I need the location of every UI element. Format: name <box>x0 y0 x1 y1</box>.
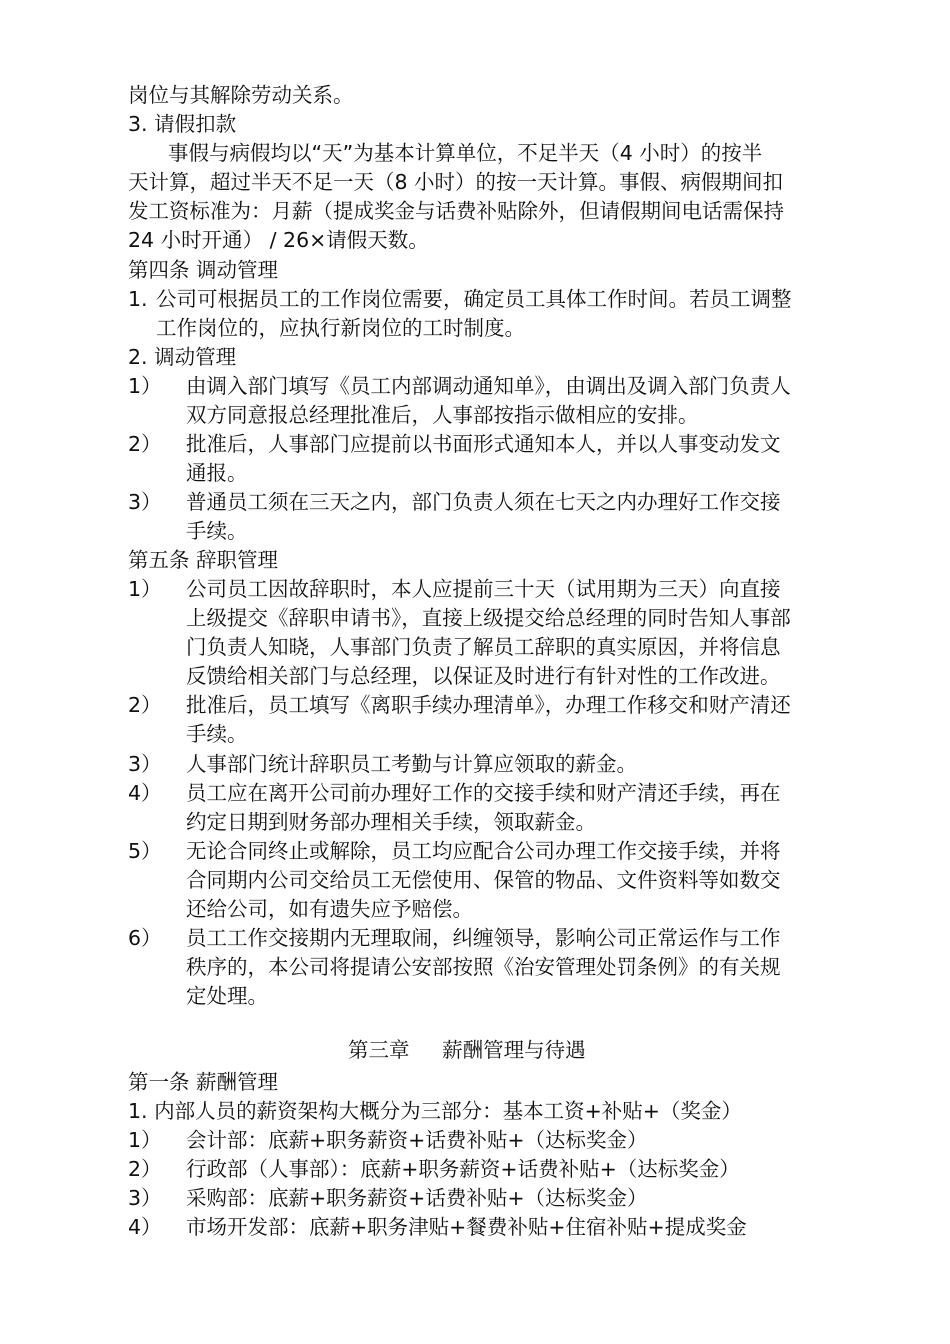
list-number: 2） <box>128 693 162 717</box>
list-item-text: 上级提交《辞职申请书》，直接上级提交给总经理的同时告知人事部 <box>186 606 791 630</box>
list-item-text: 员工工作交接期内无理取闹，纠缠领导，影响公司正常运作与工作 <box>186 926 781 950</box>
list-item-text: 秩序的，本公司将提请公安部按照《治安管理处罚条例》的有关规 <box>186 955 781 979</box>
list-item-text: 会计部：底薪+职务薪资+话费补贴+（达标奖金） <box>186 1128 648 1152</box>
list-number: 2） <box>128 432 162 456</box>
list-item-text: 采购部：底薪+职务薪资+话费补贴+（达标奖金） <box>186 1186 648 1210</box>
text-line: 岗位与其解除劳动关系。 <box>128 83 354 107</box>
section-item-heading: 1. 内部人员的薪资架构大概分为三部分：基本工资+补贴+（奖金） <box>128 1099 742 1123</box>
list-item-text: 公司可根据员工的工作岗位需要，确定员工具体工作时间。若员工调整 <box>156 287 792 311</box>
list-item-text: 定处理。 <box>186 984 268 1008</box>
list-item-text: 普通员工须在三天之内，部门负责人须在七天之内办理好工作交接 <box>186 490 781 514</box>
list-number: 1） <box>128 374 162 398</box>
list-item-text: 行政部（人事部）：底薪+职务薪资+话费补贴+（达标奖金） <box>186 1157 740 1181</box>
paragraph-line: 事假与病假均以“天”为基本计算单位，不足半天（4 小时）的按半 <box>168 141 763 165</box>
paragraph-line: 发工资标准为：月薪（提成奖金与话费补贴除外，但请假期间电话需保持 <box>128 199 784 223</box>
list-item-text: 约定日期到财务部办理相关手续，领取薪金。 <box>186 810 596 834</box>
section-item-heading: 2. 调动管理 <box>128 345 237 369</box>
list-number: 4） <box>128 1215 162 1239</box>
section-item-heading: 3. 请假扣款 <box>128 112 237 136</box>
list-number: 3） <box>128 490 162 514</box>
list-item-text: 反馈给相关部门与总经理，以保证及时进行有针对性的工作改进。 <box>186 664 781 688</box>
list-item-text: 合同期内公司交给员工无偿使用、保管的物品、文件资料等如数交 <box>186 868 781 892</box>
list-item-text: 市场开发部：底薪+职务津贴+餐费补贴+住宿补贴+提成奖金 <box>186 1215 747 1239</box>
list-item-text: 门负责人知晓，人事部门负责了解员工辞职的真实原因，并将信息 <box>186 635 781 659</box>
list-number: 1） <box>128 1128 162 1152</box>
list-number: 4） <box>128 781 162 805</box>
list-item-text: 手续。 <box>186 519 248 543</box>
list-item-text: 无论合同终止或解除，员工均应配合公司办理工作交接手续，并将 <box>186 839 781 863</box>
paragraph-line: 24 小时开通） / 26×请假天数。 <box>128 228 429 252</box>
list-item-text: 由调入部门填写《员工内部调动通知单》，由调出及调入部门负责人 <box>186 374 791 398</box>
list-item-text: 批准后，员工填写《离职手续办理清单》，办理工作移交和财产清还 <box>186 693 791 717</box>
list-item-text: 批准后，人事部门应提前以书面形式通知本人，并以人事变动发文 <box>186 432 781 456</box>
article-heading: 第五条 辞职管理 <box>128 548 279 572</box>
list-item-text: 手续。 <box>186 722 248 746</box>
article-heading: 第四条 调动管理 <box>128 258 279 282</box>
list-item-text: 通报。 <box>186 461 248 485</box>
list-number: 3） <box>128 1186 162 1210</box>
chapter-title: 第三章 薪酬管理与待遇 <box>348 1038 586 1062</box>
list-number: 3） <box>128 752 162 776</box>
list-item-text: 公司员工因故辞职时，本人应提前三十天（试用期为三天）向直接 <box>186 577 781 601</box>
list-number: 1. <box>128 287 148 311</box>
list-item-text: 人事部门统计辞职员工考勤与计算应领取的薪金。 <box>186 752 637 776</box>
list-item-text: 员工应在离开公司前办理好工作的交接手续和财产清还手续，再在 <box>186 781 781 805</box>
list-item-text: 工作岗位的，应执行新岗位的工时制度。 <box>156 316 525 340</box>
list-number: 5） <box>128 839 162 863</box>
list-number: 2） <box>128 1157 162 1181</box>
list-item-text: 还给公司，如有遗失应予赔偿。 <box>186 897 473 921</box>
list-item-text: 双方同意报总经理批准后，人事部按指示做相应的安排。 <box>186 403 699 427</box>
list-number: 1） <box>128 577 162 601</box>
paragraph-line: 天计算，超过半天不足一天（8 小时）的按一天计算。事假、病假期间扣 <box>128 170 784 194</box>
list-number: 6） <box>128 926 162 950</box>
article-heading: 第一条 薪酬管理 <box>128 1070 279 1094</box>
